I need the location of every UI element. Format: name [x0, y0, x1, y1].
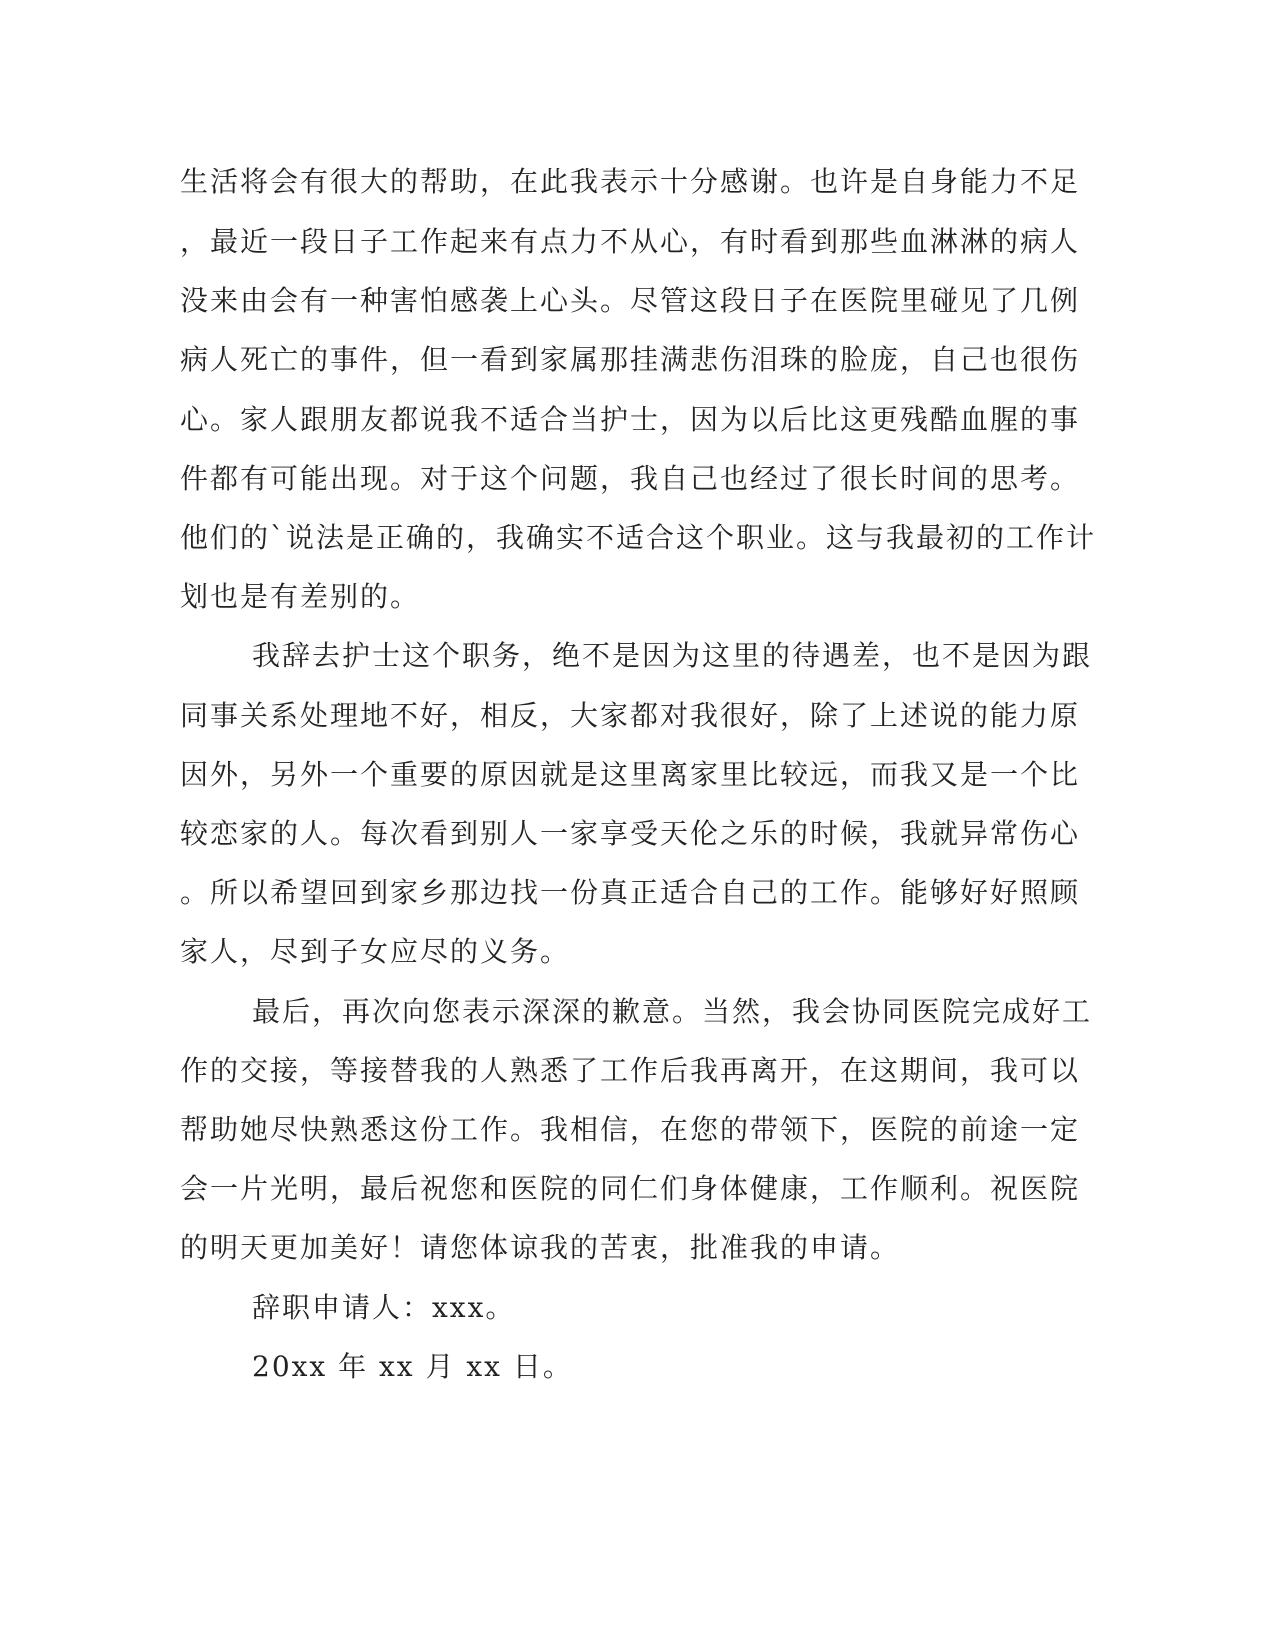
paragraph-line: 最后，再次向您表示深深的歉意。当然，我会协同医院完成好工 — [252, 995, 1093, 1028]
paragraph-line: 。所以希望回到家乡那边找一份真正适合自己的工作。能够好好照顾 — [180, 876, 1081, 909]
paragraph-line: 帮助她尽快熟悉这份工作。我相信，在您的带领下，医院的前途一定 — [180, 1113, 1081, 1146]
signature-line: 辞职申请人：xxx。 — [252, 1291, 516, 1324]
paragraph-line: 会一片光明，最后祝您和医院的同仁们身体健康，工作顺利。祝医院 — [180, 1172, 1081, 1205]
paragraph-line: 心。家人跟朋友都说我不适合当护士，因为以后比这更残酷血腥的事 — [180, 403, 1081, 436]
paragraph-line: 较恋家的人。每次看到别人一家享受天伦之乐的时候，我就异常伤心 — [180, 817, 1081, 850]
paragraph-line: 没来由会有一种害怕感袭上心头。尽管这段日子在医院里碰见了几例 — [180, 284, 1081, 317]
paragraph-line: 我辞去护士这个职务，绝不是因为这里的待遇差，也不是因为跟 — [252, 639, 1093, 672]
date-line: 20xx 年 xx 月 xx 日。 — [252, 1350, 573, 1383]
paragraph-line: 病人死亡的事件，但一看到家属那挂满悲伤泪珠的脸庞，自己也很伤 — [180, 343, 1081, 376]
paragraph-line: 件都有可能出现。对于这个问题，我自己也经过了很长时间的思考。 — [180, 462, 1081, 495]
paragraph-line: 生活将会有很大的帮助，在此我表示十分感谢。也许是自身能力不足 — [180, 165, 1081, 198]
paragraph-line: 划也是有差别的。 — [180, 580, 421, 613]
paragraph-line: 作的交接，等接替我的人熟悉了工作后我再离开，在这期间，我可以 — [180, 1054, 1081, 1087]
paragraph-line: 的明天更加美好！请您体谅我的苦衷，批准我的申请。 — [180, 1231, 901, 1264]
paragraph-line: 家人，尽到子女应尽的义务。 — [180, 935, 571, 968]
paragraph-line: 因外，另外一个重要的原因就是这里离家里比较远，而我又是一个比 — [180, 758, 1081, 791]
paragraph-line: 同事关系处理地不好，相反，大家都对我很好，除了上述说的能力原 — [180, 699, 1081, 732]
paragraph-line: 他们的`说法是正确的，我确实不适合这个职业。这与我最初的工作计 — [180, 521, 1097, 554]
paragraph-line: ，最近一段日子工作起来有点力不从心，有时看到那些血淋淋的病人 — [180, 225, 1081, 258]
